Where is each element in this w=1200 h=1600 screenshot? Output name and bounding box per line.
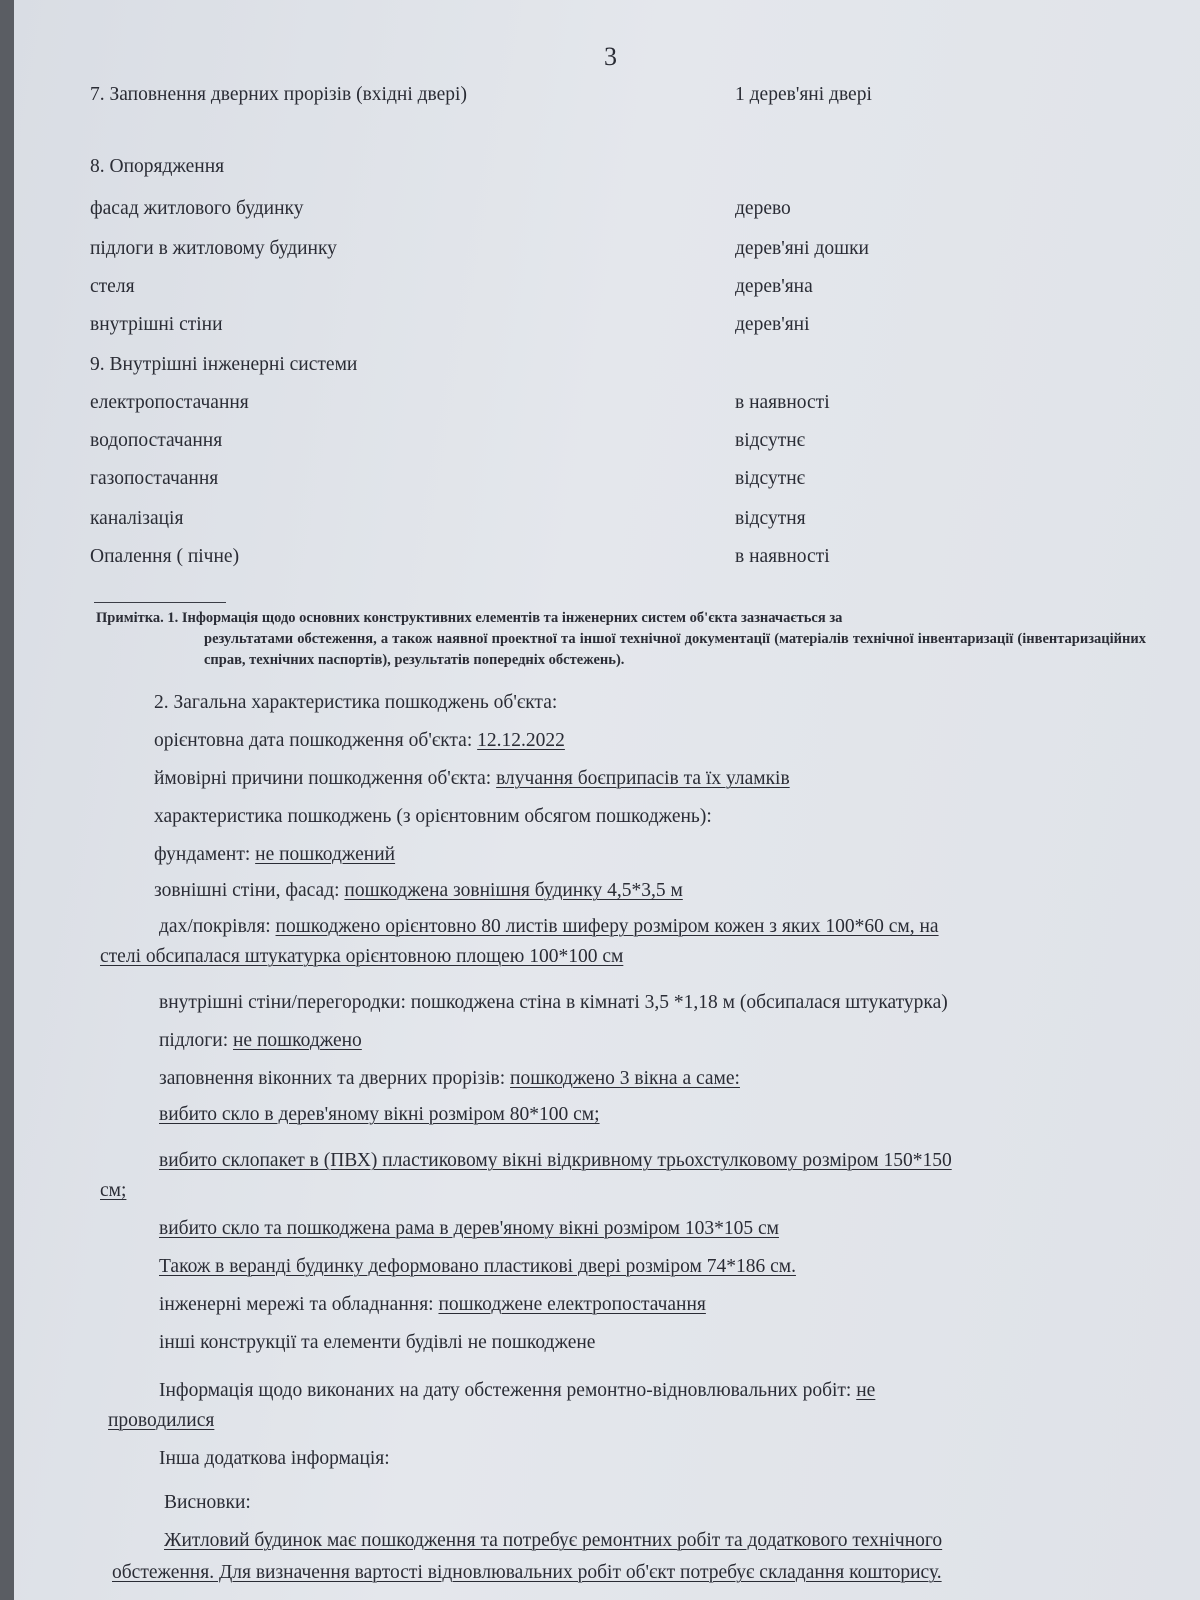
damage-causes: ймовірні причини пошкодження об'єкта: влучання боєприпасів та їх уламків	[154, 768, 790, 789]
other-structures: інші конструкції та елементи будівлі не пошкоджене	[159, 1332, 596, 1353]
document-page: 3 7. Заповнення дверних прорізів (вхідні двері) 1 дерев'яні двері 8. Опорядження фасад житлового будинку дерево підлоги в житловому будинку дерев'яні дошки стеля дерев'яна внутрішні стіни дерев'яні 9. Внутрішні інженерні системи електропостачання в наявності водопостачання відсутнє газопостачання відсутнє каналізація відсутня Опалення ( пічне) в наявності Примітка. 1. Інформація щодо основних конструктивних елементів та інженерних систем об'єкта зазначається за результатами обстеження, а також наявної проектної та іншої технічної документації (матеріалів технічної інвентаризації (інвентаризаційних справ, технічних паспортів), результатів попередніх обстежень). 2. Загальна характеристика пошкоджень об'єкта: орієнтовна дата пошкодження об'єкта: 12.12.2022 ймовірні причини пошкодження об'єкта: влучання боєприпасів та їх уламків характеристика пошкоджень (з орієнтовним обсягом пошкоджень): фундамент: не пошкоджений зовнішні стіни, фасад: пошкоджена зовнішня будинку 4,5*3,5 м дах/покрівля: пошкоджено орієнтовно 80 листів шиферу розміром кожен з яких 100*60 см, на стелі обсипалася штукатурка орієнтовною площею 100*100 см внутрішні стіни/перегородки: пошкоджена стіна в кімнаті 3,5 *1,18 м (обсипалася штукатурка) підлоги: не пошкоджено заповнення віконних та дверних прорізів: пошкоджено 3 вікна а саме: вибито скло в дерев'яному вікні розміром 80*100 см; вибито склопакет в (ПВХ) пластиковому вікні відкривному трьохстулковому розміром 150*150 см; вибито скло та пошкоджена рама в дерев'яному вікні розміром 103*105 см Також в веранді будинку деформовано пластикові двері розміром 74*186 см. інженерні мережі та обладнання: пошкоджене електропостачання інші конструкції та елементи будівлі не пошкоджене Інформація щодо виконаних на дату обстеження ремонтно-відновлювальних робіт: не проводилися Інша додаткова інформація: Висновки: Житловий будинок має пошкодження та потребує ремонтних робіт та додаткового технічного обстеження. Для визначення вартості відновлювальних робіт об'єкт потребує складання кошторису.	[14, 0, 1200, 1600]
external-walls: зовнішні стіни, фасад: пошкоджена зовнішня будинку 4,5*3,5 м	[154, 880, 683, 901]
internal-walls: внутрішні стіни/перегородки: пошкоджена стіна в кімнаті 3,5 *1,18 м (обсипалася штукатурка)	[159, 992, 948, 1013]
damage-date: орієнтовна дата пошкодження об'єкта: 12.12.2022	[154, 730, 565, 751]
conclusion-text: Житловий будинок має пошкодження та потребує ремонтних робіт та додаткового технічного	[164, 1530, 943, 1551]
additional-info: Інша додаткова інформація:	[159, 1448, 390, 1469]
conclusions-heading: Висновки:	[164, 1492, 251, 1513]
window-3: вибито скло та пошкоджена рама в дерев'яному вікні розміром 103*105 см	[159, 1218, 779, 1239]
conclusion-continuation: обстеження. Для визначення вартості відновлювальних робіт об'єкт потребує складання кошторису.	[112, 1562, 942, 1583]
repair-info: Інформація щодо виконаних на дату обстеження ремонтно-відновлювальних робіт: не	[159, 1380, 876, 1401]
engineering-networks: інженерні мережі та обладнання: пошкоджене електропостачання	[159, 1294, 706, 1315]
damage-characteristics: характеристика пошкоджень (з орієнтовним обсягом пошкоджень):	[154, 806, 712, 827]
footnote	[96, 608, 1146, 671]
footnote-first-line: Примітка. 1. Інформація щодо основних конструктивних елементів та інженерних систем об'єкта зазначається за	[96, 610, 843, 626]
window-1: вибито скло в дерев'яному вікні розміром 80*100 см;	[159, 1104, 600, 1125]
veranda-door: Також в веранді будинку деформовано пластикові двері розміром 74*186 см.	[159, 1256, 796, 1277]
window-2-continuation: см;	[100, 1180, 127, 1201]
roof-continuation: стелі обсипалася штукатурка орієнтовною площею 100*100 см	[100, 946, 624, 967]
page-number: 3	[604, 42, 617, 71]
roof: дах/покрівля: пошкоджено орієнтовно 80 листів шиферу розміром кожен з яких 100*60 см, на	[159, 916, 939, 937]
floors: підлоги: не пошкоджено	[159, 1030, 362, 1051]
footnote-continuation: результатами обстеження, а також наявної проектної та іншої технічної документації (матеріалів технічної інвентаризації (інвентаризаційних справ, технічних паспортів), результатів попередніх обстежень).	[204, 631, 1146, 668]
window-2: вибито склопакет в (ПВХ) пластиковому вікні відкривному трьохстулковому розміром 150*150	[159, 1150, 952, 1171]
repair-info-continuation: проводилися	[108, 1410, 215, 1431]
section-title: 2. Загальна характеристика пошкоджень об'єкта:	[154, 692, 558, 713]
footnote-divider	[94, 602, 226, 603]
openings: заповнення віконних та дверних прорізів: пошкоджено 3 вікна а саме:	[159, 1068, 740, 1089]
foundation: фундамент: не пошкоджений	[154, 844, 396, 865]
